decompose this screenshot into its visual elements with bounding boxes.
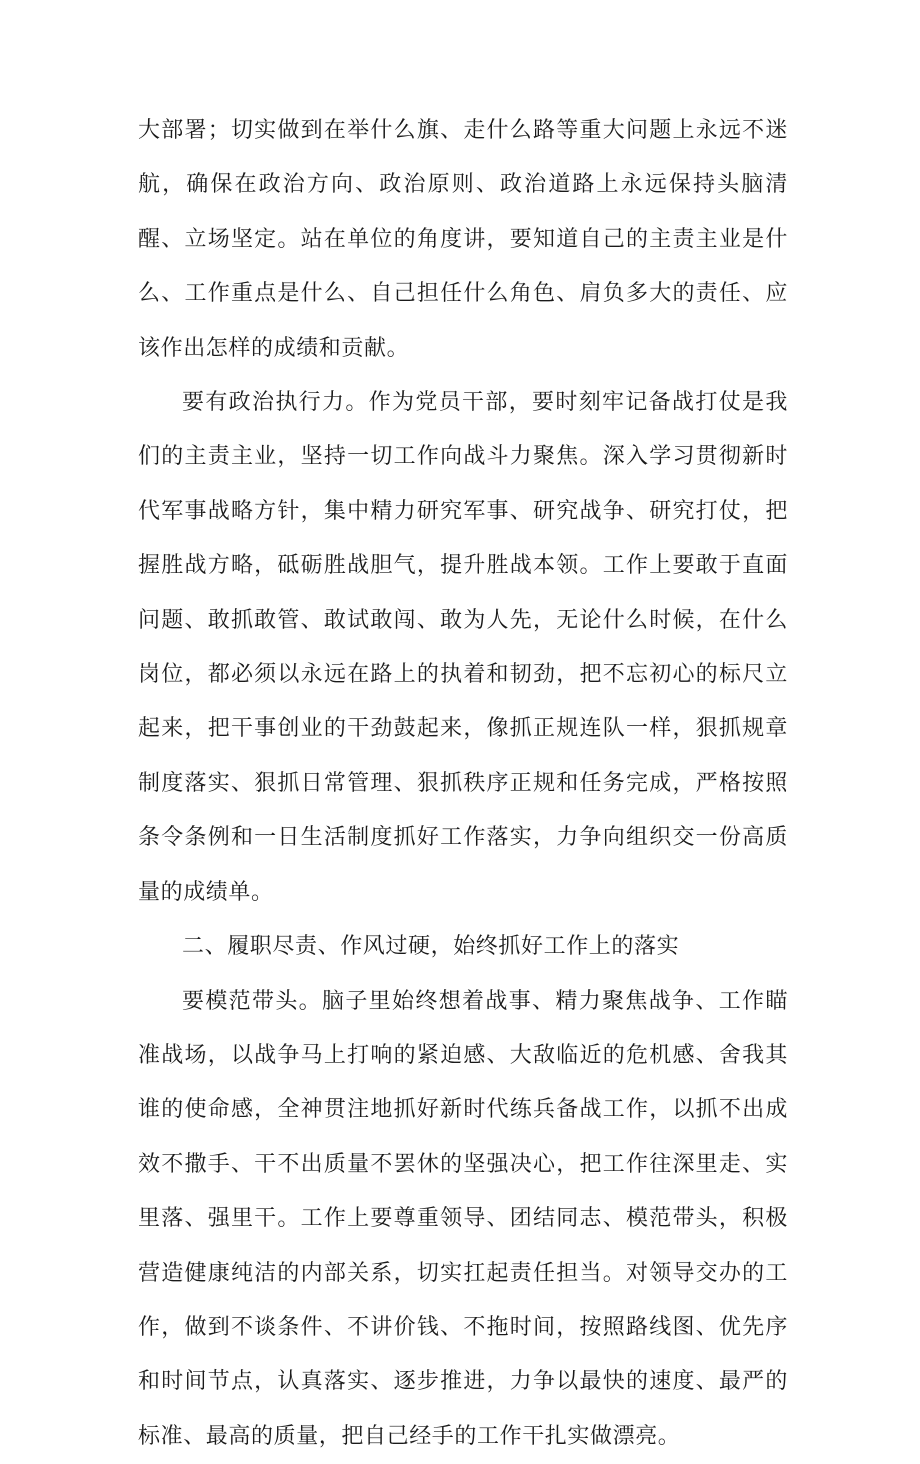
section-heading: 二、履职尽责、作风过硬，始终抓好工作上的落实 (138, 920, 788, 974)
paragraph-continuation: 大部署；切实做到在举什么旗、走什么路等重大问题上永远不迷航，确保在政治方向、政治原则、政治道路上永远保持头脑清醒、立场坚定。站在单位的角度讲，要知道自己的主责主业是什么、工作重点是什么、自己担任什么角色、肩负多大的责任、应该作出怎样的成绩和贡献。 (138, 104, 788, 376)
paragraph-political-execution: 要有政治执行力。作为党员干部，要时刻牢记备战打仗是我们的主责主业，坚持一切工作向战斗力聚焦。深入学习贯彻新时代军事战略方针，集中精力研究军事、研究战争、研究打仗，把握胜战方略，砥砺胜战胆气，提升胜战本领。工作上要敢于直面问题、敢抓敢管、敢试敢闯、敢为人先，无论什么时候，在什么岗位，都必须以永远在路上的执着和韧劲，把不忘初心的标尺立起来，把干事创业的干劲鼓起来，像抓正规连队一样，狠抓规章制度落实、狠抓日常管理、狠抓秩序正规和任务完成，严格按照条令条例和一日生活制度抓好工作落实，力争向组织交一份高质量的成绩单。 (138, 376, 788, 920)
document-body (138, 104, 788, 1464)
paragraph-exemplary-leadership: 要模范带头。脑子里始终想着战事、精力聚焦战争、工作瞄准战场，以战争马上打响的紧迫感、大敌临近的危机感、舍我其谁的使命感，全神贯注地抓好新时代练兵备战工作，以抓不出成效不撒手、干不出质量不罢休的坚强决心，把工作往深里走、实里落、强里干。工作上要尊重领导、团结同志、模范带头，积极营造健康纯洁的内部关系，切实扛起责任担当。对领导交办的工作，做到不谈条件、不讲价钱、不拖时间，按照路线图、优先序和时间节点，认真落实、逐步推进，力争以最快的速度、最严的标准、最高的质量，把自己经手的工作干扎实做漂亮。 (138, 975, 788, 1464)
